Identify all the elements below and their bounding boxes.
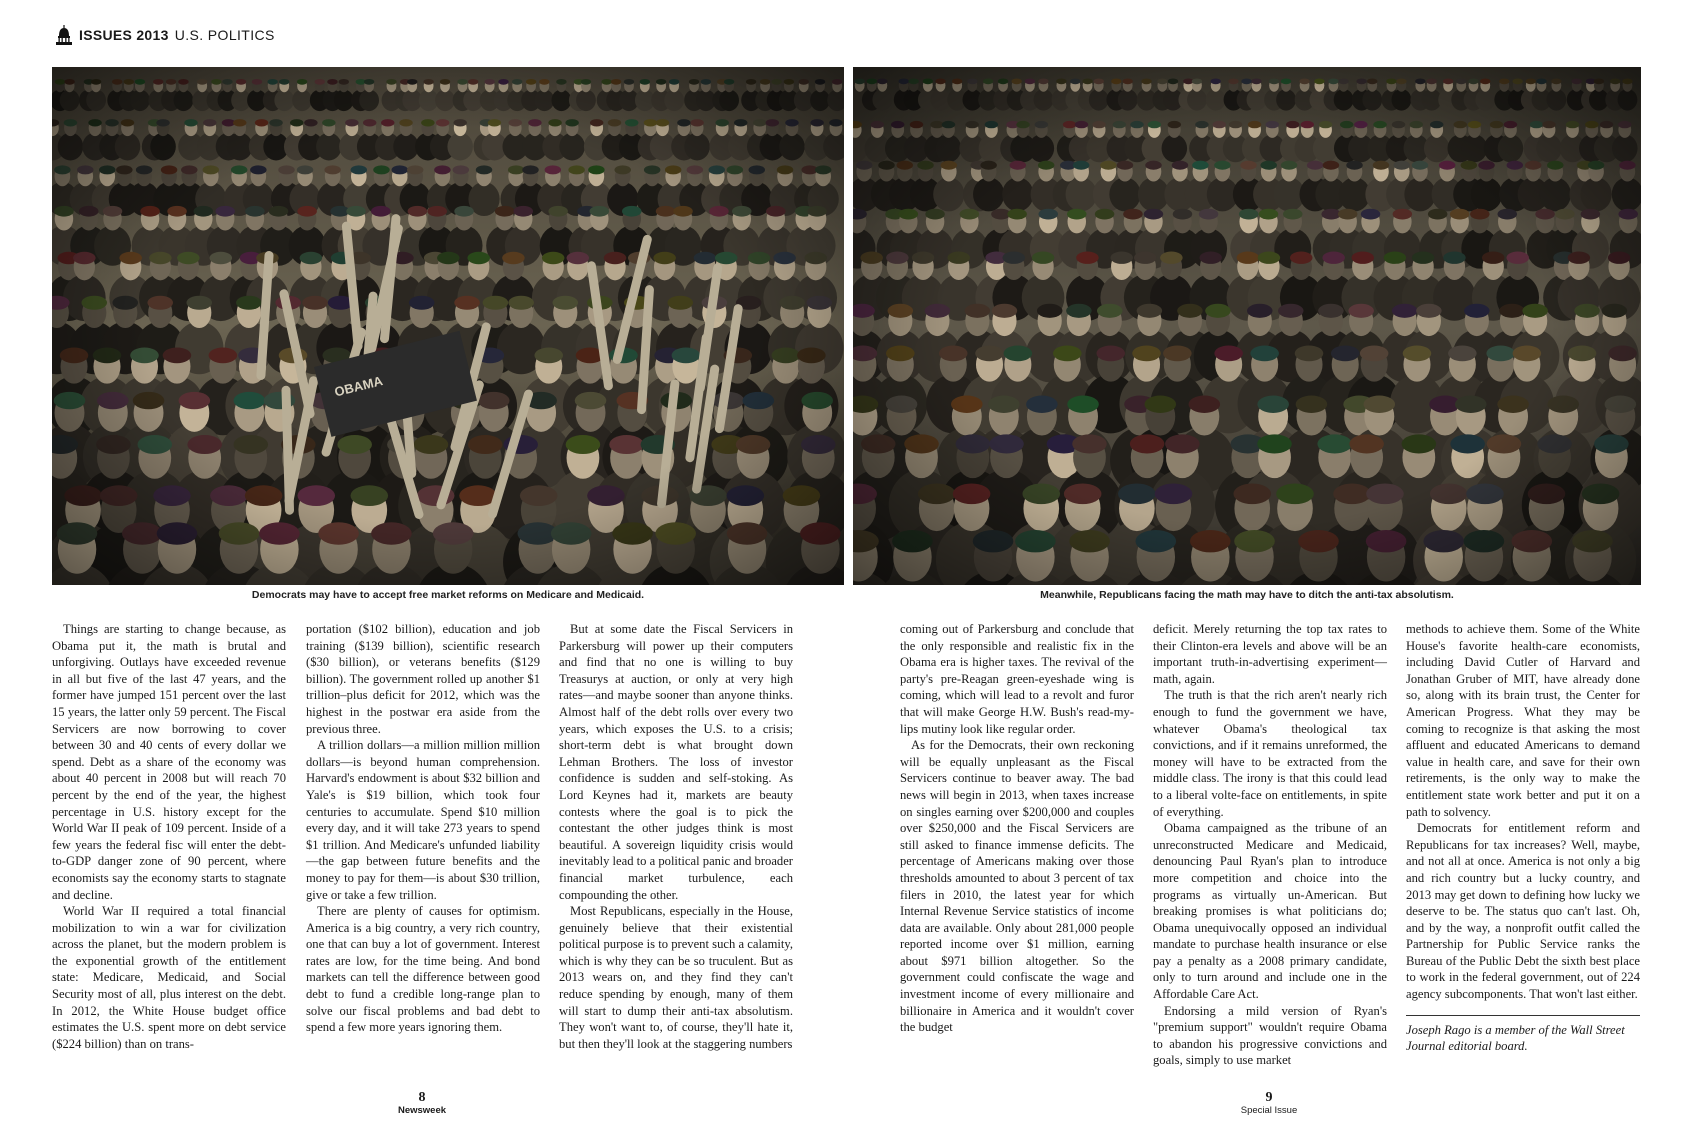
photo-caption-right: Meanwhile, Republicans facing the math may have to ditch the anti-tax absolutism. [1040, 589, 1454, 601]
page-number: 9 [1265, 1090, 1273, 1105]
paragraph: But at some date the Fiscal Servicers in Parkersburg will power up their computers and find that no one is willing to buy Treasurys at auction, or only at very high rates—and maybe sooner than anyone thinks. Almost half of the debt rolls over every two years, which exposes the U.S. to a crisis; short-term debt is what brought down Lehman Brothers. The loss of investor confidence is sudden and self-stoking. As Lord Keynes had it, markets are beauty contests where the goal is to pick the contestant the other judges think is most beautiful. A sovereign liquidity crisis would inevitably lead to a political panic and broader financial market turbulence, each compounding the other. [559, 622, 793, 902]
article-column-4 [900, 621, 1134, 1036]
page-number: 8 [418, 1090, 426, 1105]
section-label: U.S. POLITICS [174, 27, 275, 43]
article-column-2 [306, 621, 540, 1036]
article-column-3 [559, 621, 793, 1052]
page-folio-left [372, 1090, 472, 1117]
article-column-5 [1153, 621, 1387, 1069]
paragraph: portation ($102 billion), education and job training ($139 billion), scientific research ($30 billion), or veterans benefits ($129 billion). The government rolled up another $1 trillion–plus deficit for 2012, which was the highest in the postwar era aside from the previous three. [306, 622, 540, 736]
publication-name: Newsweek [397, 1105, 447, 1116]
page-header [55, 24, 275, 46]
paragraph: Most Republicans, especially in the House, genuinely believe that their existential political purpose is to prevent such a calamity, which is why they can be so truculent. But as 2013 wears on, and they find they can't reduce spending by enough, many of them will start to dump their anti-tax absolutism. They won't want to, of course, they'll hate it, but then they'll look at the staggering numbers [559, 904, 793, 1051]
paragraph: Obama campaigned as the tribune of an unreconstructed Medicare and Medicaid, denouncing Paul Ryan's plan to introduce more competition and choice into the programs as virtually un-American. But breaking promises is what politicians do; Obama unequivocally opposed an individual mandate to purchase health insurance or else pay a penalty as a 2008 primary candidate, only to turn around and include one in the Affordable Care Act. [1153, 821, 1387, 1002]
paragraph: As for the Democrats, their own reckoning will be equally unpleasant as the Fiscal Servicers continue to beaver away. The bad news will begin in 2013, when taxes increase on singles earning over $200,000 and couples over $250,000 and the Fiscal Servicers are still asked to finance immense deficits. The percentage of Americans making over those thresholds amounted to about 3 percent of tax filers in 2010, the latest year for which Internal Revenue Service statistics of income data are available. Only about 281,000 people reported income over $1 million, earning about $971 billion altogether. So the government could confiscate the wage and investment income of every millionaire and billionaire in America and it wouldn't cover the budget [900, 738, 1134, 1035]
paragraph: coming out of Parkersburg and conclude that the only responsible and realistic fix in the Obama era is higher taxes. The revival of the party's pre-Reagan green-eyeshade wing is coming, which will lead to a revolt and furor that will make George H.W. Bush's read-my-lips mutiny look like regular order. [900, 622, 1134, 736]
paragraph: Democrats for entitlement reform and Republicans for tax increases? Well, maybe, and not all at once. America is not only a big and rich country but a lucky country, and 2013 may get down to defining how lucky we deserve to be. The status quo can't last. Oh, and by the way, a nonprofit outfit called the Partnership for Public Service ranks the Bureau of the Public Debt the sixth best place to work in the federal government, out of 224 agency subcomponents. That won't last either. [1406, 821, 1640, 1002]
paragraph: A trillion dollars—a million million million dollars—is beyond human comprehension. Harvard's endowment is about $32 billion and Yale's is $19 billion, which took four centuries to accumulate. Spend $10 million every day, and it will take 273 years to spend $1 trillion. And Medicare's unfunded liability—the gap between future benefits and the money to pay for them—is about $30 trillion, give or take a few trillion. [306, 738, 540, 902]
page-folio-right [1219, 1090, 1319, 1117]
paragraph: deficit. Merely returning the top tax rates to their Clinton-era levels and above will be an important truth-in-advertising experiment—math, again. [1153, 622, 1387, 686]
paragraph: World War II required a total financial mobilization to win a war for civilization across the planet, but the modern problem is the exponential growth of the entitlement state: Medicare, Medicaid, and Social Security most of all, plus interest on the debt. In 2012, the White House budget office estimates the U.S. spent more on debt service ($224 billion) than on trans- [52, 904, 286, 1051]
article-column-1 [52, 621, 286, 1052]
article-column-6 [1406, 621, 1640, 1055]
crowd-photo-republicans [853, 67, 1641, 585]
paragraph: methods to achieve them. Some of the White House's favorite health-care economists, including David Cutler of Harvard and Jonathan Gruber of MIT, have already done so, along with its brain trust, the Center for American Progress. What they may be coming to recognize is that asking the most affluent and educated Americans to demand value in health care, and save for their own retirements, is the only way to make the entitlement state work better and put it on a path to solvency. [1406, 622, 1640, 819]
paragraph: Things are starting to change because, as Obama put it, the math is brutal and unforgiving. Outlays have exceeded revenue in all but five of the last 47 years, and the former have jumped 151 percent over the last 15 years, the latter only 59 percent. The Fiscal Servicers are now borrowing to cover between 30 and 40 cents of every dollar we spend. Debt as a share of the economy was about 40 percent in 2008 but will reach 70 percent by the end of the year, the highest percentage in U.S. history except for the World War II peak of 109 percent. Inside of a few years the federal fisc will enter the debt-to-GDP danger zone of 90 percent, where economists say the economy starts to stagnate and decline. [52, 622, 286, 902]
issue-name: Special Issue [1240, 1105, 1298, 1116]
crowd-photo-democrats [52, 67, 844, 585]
paragraph: Endorsing a mild version of Ryan's "premium support" wouldn't require Obama to abandon his progressive convictions and goals, simply to use market [1153, 1003, 1387, 1068]
capitol-dome-icon [55, 25, 73, 45]
author-byline: Joseph Rago is a member of the Wall Street Journal editorial board. [1406, 1015, 1640, 1055]
photo-caption-left: Democrats may have to accept free market reforms on Medicare and Medicaid. [251, 589, 645, 601]
issues-label: ISSUES 2013 [79, 27, 169, 43]
paragraph: The truth is that the rich aren't nearly rich enough to fund the government we have, whatever Obama's theological tax convictions, and if it remains unreformed, the money will have to be extracted from the middle class. The irony is that this could lead to a liberal volte-face on entitlements, in spite of everything. [1153, 688, 1387, 819]
paragraph: There are plenty of causes for optimism. America is a big country, a very rich country, one that can buy a lot of government. Interest rates are low, for the time being. And bond markets can tell the difference between good debt to fund a credible long-range plan to solve our fiscal problems and bad debt to spend a few more years ignoring them. [306, 904, 540, 1035]
